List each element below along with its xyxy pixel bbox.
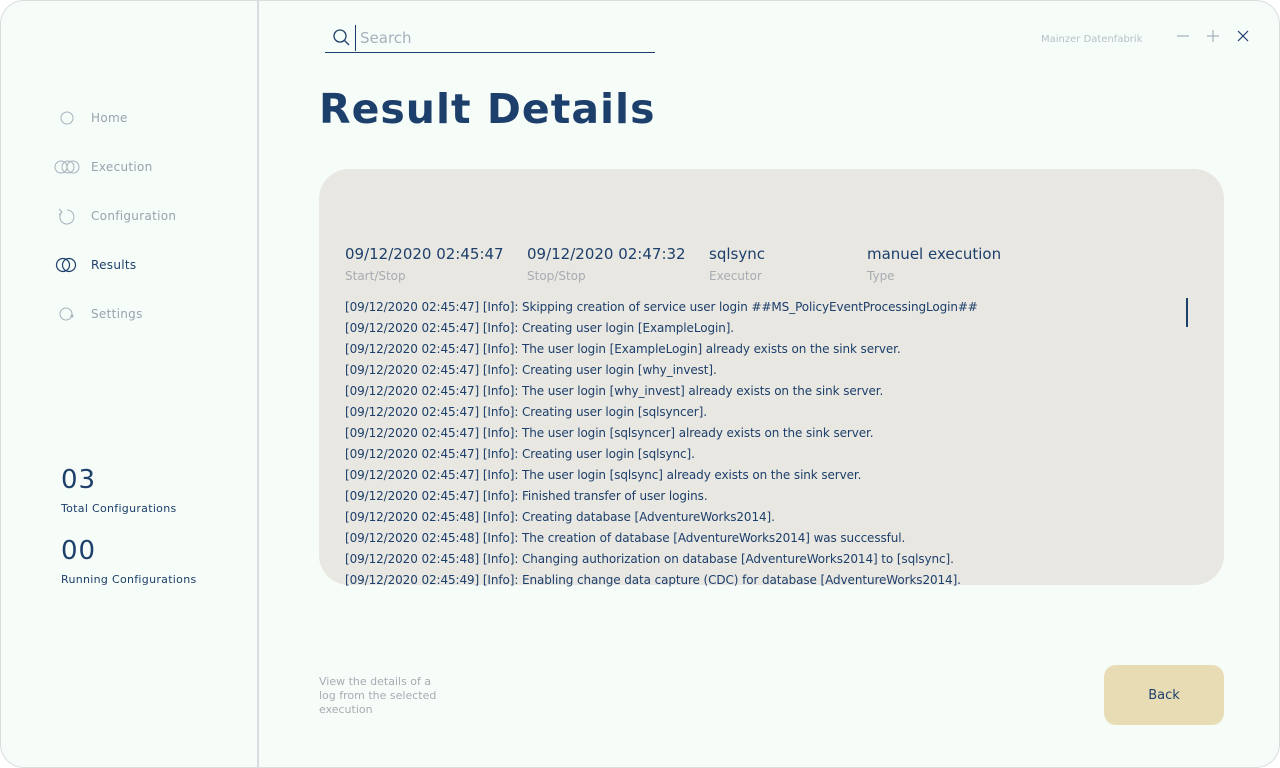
executor-value: sqlsync <box>709 245 765 263</box>
log-line: [09/12/2020 02:45:48] [Info]: Changing authorization on database [AdventureWorks2014] to [sqlsync]. <box>345 552 954 566</box>
log-line: [09/12/2020 02:45:47] [Info]: The user login [sqlsync] already exists on the sink server. <box>345 468 862 482</box>
sidebar-item-configuration[interactable] <box>53 204 176 228</box>
log-output[interactable] <box>345 297 1185 587</box>
settings-circle-icon <box>53 304 83 324</box>
search-input[interactable] <box>355 25 642 51</box>
minimize-icon[interactable] <box>1174 27 1192 45</box>
stop-label: Stop/Stop <box>527 269 586 283</box>
total-configurations-count: 03 <box>61 465 97 495</box>
type-label: Type <box>867 269 895 283</box>
sidebar-item-execution[interactable] <box>53 155 153 179</box>
sidebar-item-settings[interactable] <box>53 302 143 326</box>
double-circle-icon <box>53 255 83 275</box>
stop-value: 09/12/2020 02:47:32 <box>527 245 686 263</box>
back-button[interactable]: Back <box>1104 665 1224 725</box>
sidebar-item-results[interactable] <box>53 253 136 277</box>
log-line: [09/12/2020 02:45:47] [Info]: Creating user login [sqlsync]. <box>345 447 695 461</box>
sidebar-item-label: Configuration <box>91 209 177 223</box>
start-value: 09/12/2020 02:45:47 <box>345 245 504 263</box>
sidebar-item-label: Settings <box>91 307 143 321</box>
log-line: [09/12/2020 02:45:48] [Info]: The creation of database [AdventureWorks2014] was successful. <box>345 531 906 545</box>
log-line: [09/12/2020 02:45:49] [Info]: Enabling change data capture (CDC) for database [AdventureWorks2014]. <box>345 573 961 587</box>
log-line: [09/12/2020 02:45:47] [Info]: Creating user login [ExampleLogin]. <box>345 321 734 335</box>
refresh-icon <box>53 206 83 226</box>
search-icon[interactable] <box>331 27 353 49</box>
close-icon[interactable] <box>1234 27 1252 45</box>
sidebar-item-label: Execution <box>91 160 153 174</box>
circle-icon <box>53 108 83 128</box>
executor-field <box>709 245 765 283</box>
log-line: [09/12/2020 02:45:47] [Info]: Finished transfer of user logins. <box>345 489 708 503</box>
result-details-card <box>319 169 1224 585</box>
log-line: [09/12/2020 02:45:47] [Info]: Creating user login [sqlsyncer]. <box>345 405 707 419</box>
start-stop-field <box>345 245 504 283</box>
log-line: [09/12/2020 02:45:48] [Info]: Creating database [AdventureWorks2014]. <box>345 510 775 524</box>
log-line: [09/12/2020 02:45:47] [Info]: Skipping creation of service user login ##MS_PolicyEventProcessingLogin## <box>345 300 978 314</box>
log-line: [09/12/2020 02:45:47] [Info]: The user login [why_invest] already exists on the sink server. <box>345 384 884 398</box>
page-title: Result Details <box>319 85 656 133</box>
running-configurations-count: 00 <box>61 536 97 566</box>
log-line: [09/12/2020 02:45:47] [Info]: The user login [ExampleLogin] already exists on the sink server. <box>345 342 901 356</box>
type-value: manuel execution <box>867 245 1002 263</box>
log-line: [09/12/2020 02:45:47] [Info]: The user login [sqlsyncer] already exists on the sink server. <box>345 426 874 440</box>
log-scrollbar[interactable] <box>1186 298 1188 327</box>
type-field <box>867 245 1001 283</box>
execution-icon <box>53 157 83 177</box>
page-hint: View the details of a log from the selected execution <box>319 675 437 716</box>
running-configurations-label: Running Configurations <box>61 573 197 586</box>
sidebar-item-label: Results <box>91 258 137 272</box>
stop-stop-field <box>527 245 686 283</box>
brand-label: Mainzer Datenfabrik <box>1041 34 1143 45</box>
start-label: Start/Stop <box>345 269 406 283</box>
search-bar <box>325 23 655 53</box>
sidebar <box>1 1 259 767</box>
maximize-icon[interactable] <box>1204 27 1222 45</box>
executor-label: Executor <box>709 269 762 283</box>
total-configurations-label: Total Configurations <box>61 502 177 515</box>
sidebar-item-label: Home <box>91 111 128 125</box>
log-line: [09/12/2020 02:45:47] [Info]: Creating user login [why_invest]. <box>345 363 717 377</box>
sidebar-item-home[interactable] <box>53 106 128 130</box>
